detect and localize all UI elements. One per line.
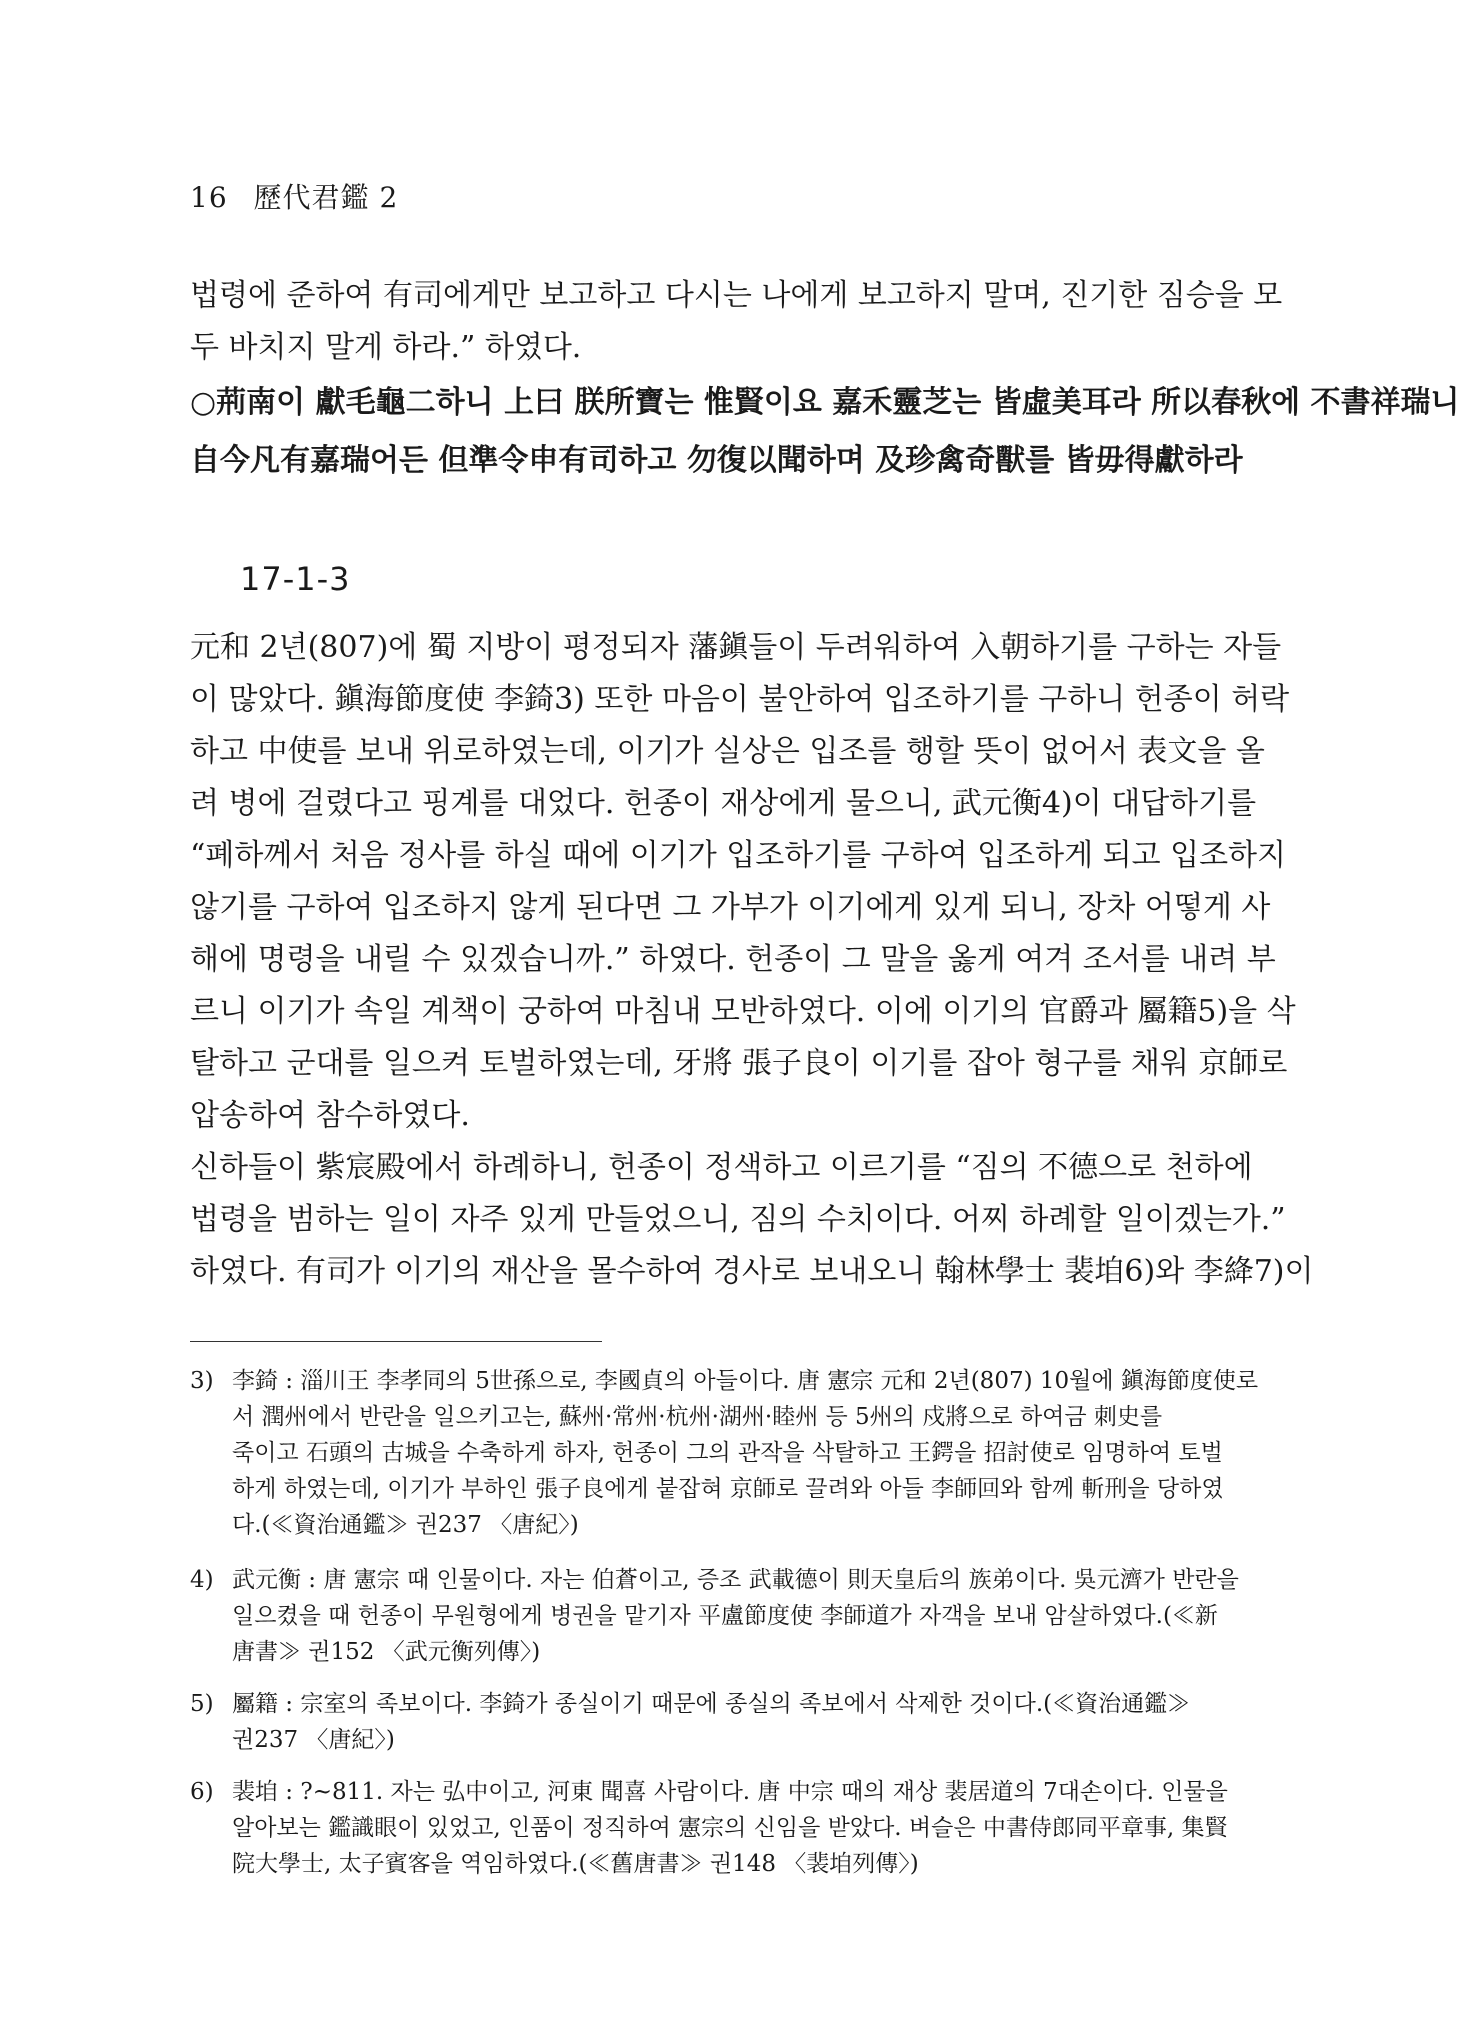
footnote-number: 6) (190, 1779, 214, 1805)
book-title: 歷代君鑑 2 (253, 181, 399, 214)
footnote-line: 唐書≫ 권152 〈武元衡列傳〉) (232, 1639, 541, 1665)
page-number: 16 (190, 181, 228, 214)
footnote-line: 다.(≪資治通鑑≫ 권237 〈唐紀〉) (232, 1512, 579, 1538)
text-line: 自今凡有嘉瑞어든 但準令申有司하고 勿復以聞하며 及珍禽奇獸를 皆毋得獻하라 (190, 443, 1243, 478)
translation-top (190, 270, 1292, 374)
text-line: 탈하고 군대를 일으켜 토벌하였는데, 牙將 張子良이 이기를 잡아 형구를 채워 京師로 (190, 1046, 1288, 1081)
footnote-line: 죽이고 石頭의 古城을 수축하게 하자, 헌종이 그의 관작을 삭탈하고 王鍔을 招討使로 임명하여 토벌 (232, 1440, 1223, 1466)
footnote-number: 5) (190, 1691, 214, 1717)
text-line: 법령에 준하여 有司에게만 보고하고 다시는 나에게 보고하지 말며, 진기한 짐승을 모 (190, 278, 1283, 313)
footnote-line: 屬籍 : 宗室의 족보이다. 李錡가 종실이기 때문에 종실의 족보에서 삭제한 것이다.(≪資治通鑑≫ (232, 1691, 1191, 1717)
footnote-number: 3) (190, 1368, 214, 1394)
text-line: 하고 中使를 보내 위로하였는데, 이기가 실상은 입조를 행할 뜻이 없어서 表文을 올 (190, 734, 1265, 769)
footnote-line: 裴垍 : ?~811. 자는 弘中이고, 河東 聞喜 사람이다. 唐 中宗 때의 재상 裴居道의 7대손이다. 인물을 (232, 1779, 1228, 1805)
text-line: 법령을 범하는 일이 자주 있게 만들었으니, 짐의 수치이다. 어찌 하례할 일이겠는가.” (190, 1202, 1286, 1237)
footnote-line: 院大學士, 太子賓客을 역임하였다.(≪舊唐書≫ 권148 〈裴垍列傳〉) (232, 1851, 919, 1877)
text-line: “폐하께서 처음 정사를 하실 때에 이기가 입조하기를 구하여 입조하게 되고 입조하지 (190, 838, 1287, 873)
text-line: 르니 이기가 속일 계책이 궁하여 마침내 모반하였다. 이에 이기의 官爵과 屬籍5)을 삭 (190, 994, 1296, 1029)
text-line: 않기를 구하여 입조하지 않게 된다면 그 가부가 이기에게 있게 되니, 장차 어떻게 사 (190, 890, 1271, 925)
footnote-number: 4) (190, 1567, 214, 1593)
footnote-line: 권237 〈唐紀〉) (232, 1727, 395, 1753)
text-line: ○荊南이 獻毛龜二하니 上曰 朕所寶는 惟賢이요 嘉禾靈芝는 皆虛美耳라 所以春秋에 不書祥瑞니 (190, 385, 1460, 420)
original-classical-text (190, 374, 1460, 490)
footnote-line: 서 潤州에서 반란을 일으키고는, 蘇州·常州·杭州·湖州·睦州 등 5州의 戍將으로 하여금 刺史를 (232, 1404, 1163, 1430)
text-line: 려 병에 걸렸다고 핑계를 대었다. 헌종이 재상에게 물으니, 武元衡4)이 대답하기를 (190, 786, 1257, 821)
footnote-5 (190, 1686, 1292, 1758)
footnote-line: 李錡 : 淄川王 李孝同의 5世孫으로, 李國貞의 아들이다. 唐 憲宗 元和 2년(807) 10월에 鎭海節度使로 (232, 1368, 1259, 1394)
footnote-line: 武元衡 : 唐 憲宗 때 인물이다. 자는 伯蒼이고, 증조 武載德이 則天皇后의 族弟이다. 吳元濟가 반란을 (232, 1567, 1239, 1593)
text-line: 압송하여 참수하였다. (190, 1098, 470, 1133)
text-line: 하였다. 有司가 이기의 재산을 몰수하여 경사로 보내오니 翰林學士 裴垍6)와 李絳7)이 (190, 1254, 1314, 1289)
footnote-6 (190, 1774, 1292, 1882)
text-line: 元和 2년(807)에 蜀 지방이 평정되자 藩鎭들이 두려워하여 入朝하기를 구하는 자들 (190, 630, 1282, 665)
running-head (190, 176, 398, 216)
footnote-line: 일으켰을 때 헌종이 무원형에게 병권을 맡기자 平盧節度使 李師道가 자객을 보내 암살하였다.(≪新 (232, 1603, 1218, 1629)
footnote-3 (190, 1363, 1292, 1543)
text-line: 두 바치지 말게 하라.” 하였다. (190, 330, 582, 365)
translation-main (190, 622, 1314, 1298)
footnote-line: 알아보는 鑑識眼이 있었고, 인품이 정직하여 憲宗의 신임을 받았다. 벼슬은 中書侍郎同平章事, 集賢 (232, 1815, 1228, 1841)
section-number: 17-1-3 (240, 560, 351, 598)
footnote-line: 하게 하였는데, 이기가 부하인 張子良에게 붙잡혀 京師로 끌려와 아들 李師回와 함께 斬刑을 당하였 (232, 1476, 1224, 1502)
footnote-4 (190, 1562, 1292, 1670)
text-line: 이 많았다. 鎭海節度使 李錡3) 또한 마음이 불안하여 입조하기를 구하니 헌종이 허락 (190, 682, 1290, 717)
footnote-divider (190, 1341, 602, 1342)
text-line: 해에 명령을 내릴 수 있겠습니까.” 하였다. 헌종이 그 말을 옳게 여겨 조서를 내려 부 (190, 942, 1276, 977)
text-line: 신하들이 紫宸殿에서 하례하니, 헌종이 정색하고 이르기를 “짐의 不德으로 천하에 (190, 1150, 1253, 1185)
